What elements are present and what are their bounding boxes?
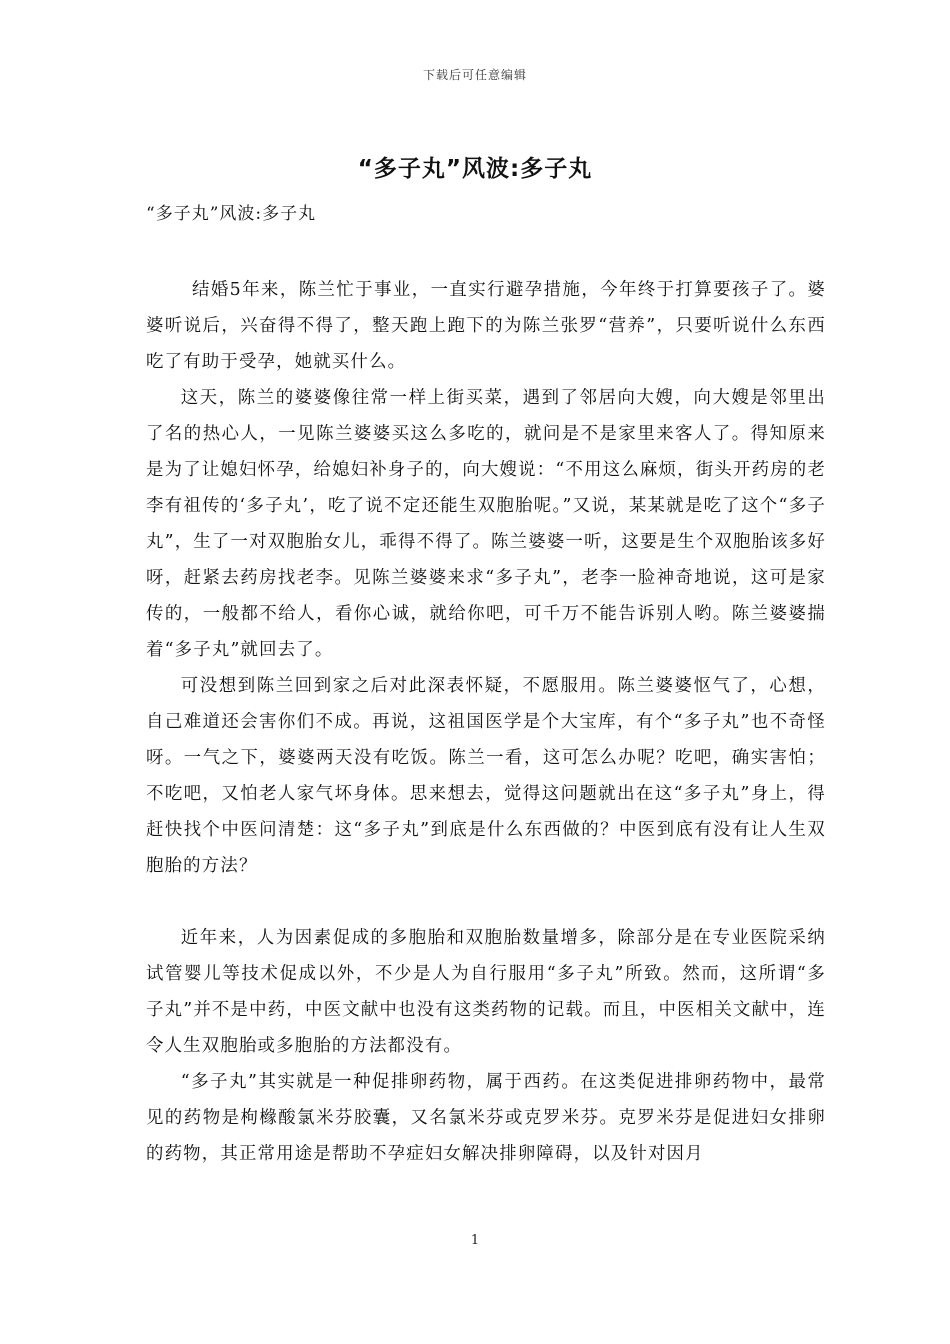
- document-body: [146, 272, 826, 1172]
- page-header-note: 下载后可任意编辑: [422, 68, 527, 82]
- page-number: 1: [470, 1233, 480, 1248]
- body-paragraph: 结婚5年来，陈兰忙于事业，一直实行避孕措施，今年终于打算要孩子了。婆婆听说后，兴奋得不得了，整天跑上跑下的为陈兰张罗“营养”，只要听说什么东西吃了有助于受孕，她就买什么。: [146, 280, 826, 372]
- document-subtitle: “多子丸”风波:多子丸: [146, 204, 317, 224]
- body-paragraph: 近年来，人为因素促成的多胞胎和双胞胎数量增多，除部分是在专业医院采纳试管婴儿等技术促成以外，不少是人为自行服用“多子丸”所致。然而，这所谓“多子丸”并不是中药，中医文献中也没有这类药物的记载。而且，中医相关文献中，连令人生双胞胎或多胞胎的方法都没有。: [146, 928, 826, 1056]
- body-paragraph: 这天，陈兰的婆婆像往常一样上街买菜，遇到了邻居向大嫂，向大嫂是邻里出了名的热心人，一见陈兰婆婆买这么多吃的，就问是不是家里来客人了。得知原来是为了让媳妇怀孕，给媳妇补身子的，向大嫂说：“不用这么麻烦，街头开药房的老李有祖传的‘多子丸’，吃了说不定还能生双胞胎呢。”又说，某某就是吃了这个“多子丸”，生了一对双胞胎女儿，乖得不得了。陈兰婆婆一听，这要是生个双胞胎该多好呀，赶紧去药房找老李。见陈兰婆婆来求“多子丸”，老李一脸神奇地说，这可是家传的，一般都不给人，看你心诚，就给你吧，可千万不能告诉别人哟。陈兰婆婆揣着“多子丸”就回去了。: [146, 388, 826, 660]
- body-paragraph: 可没想到陈兰回到家之后对此深表怀疑，不愿服用。陈兰婆婆怄气了，心想，自己难道还会害你们不成。再说，这祖国医学是个大宝库，有个“多子丸”也不奇怪呀。一气之下，婆婆两天没有吃饭。陈兰一看，这可怎么办呢？吃吧，确实害怕；不吃吧，又怕老人家气坏身体。思来想去，觉得这问题就出在这“多子丸”身上，得赶快找个中医问清楚：这“多子丸”到底是什么东西做的？中医到底有没有让人生双胞胎的方法？: [146, 676, 826, 876]
- body-paragraph: “多子丸”其实就是一种促排卵药物，属于西药。在这类促进排卵药物中，最常见的药物是枸橼酸氯米芬胶囊，又名氯米芬或克罗米芬。克罗米芬是促进妇女排卵的药物，其正常用途是帮助不孕症妇女解决排卵障碍，以及针对因月: [146, 1072, 826, 1164]
- document-title: “多子丸”风波:多子丸: [357, 156, 593, 182]
